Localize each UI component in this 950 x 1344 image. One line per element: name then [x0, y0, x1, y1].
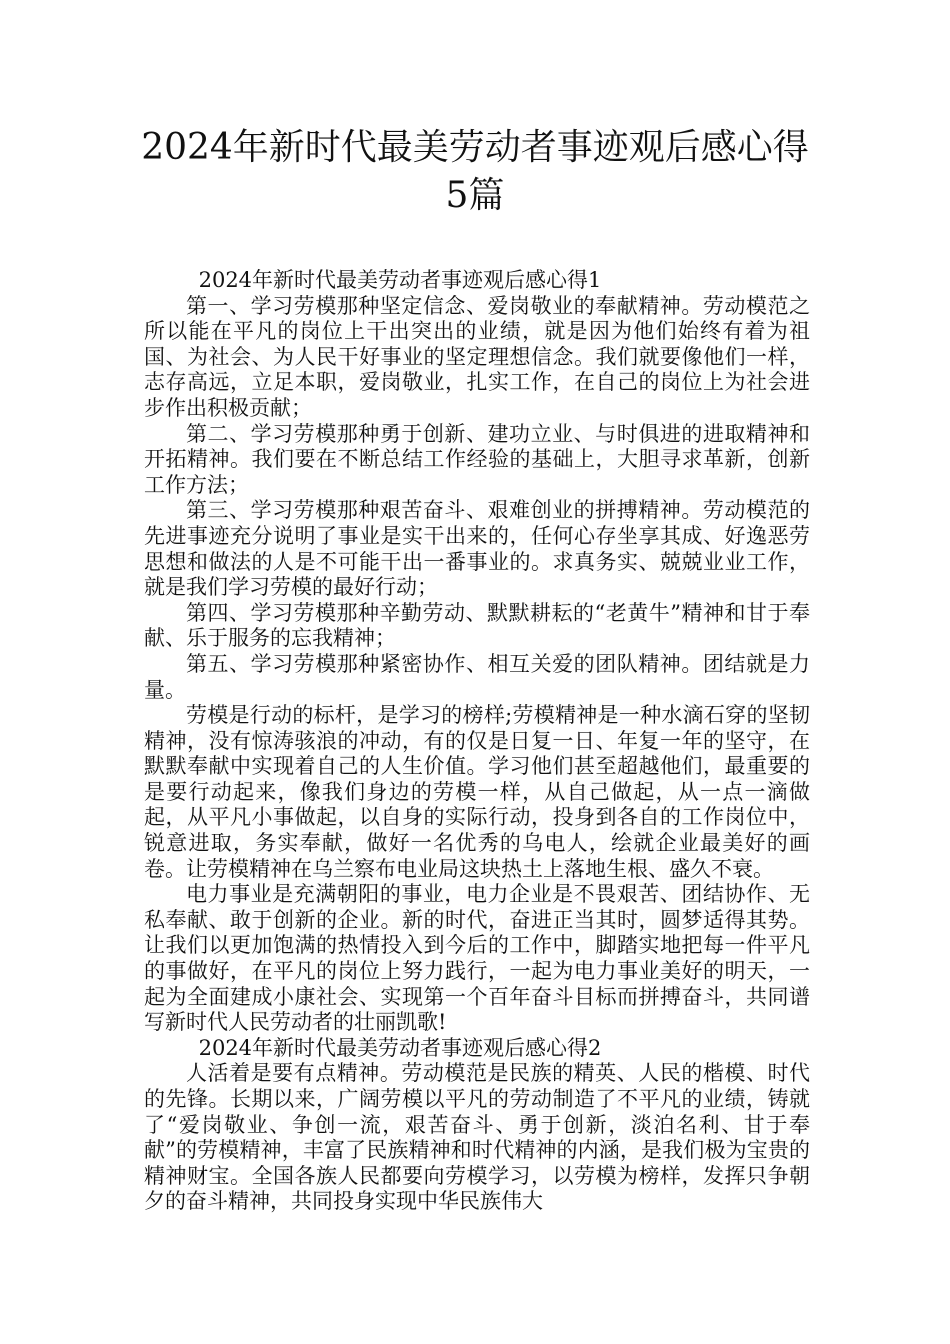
document-title — [100, 124, 850, 220]
paragraph: 第二、学习劳模那种勇于创新、建功立业、与时俱进的进取精神和开拓精神。我们要在不断总结工作经验的基础上，大胆寻求革新，创新工作方法； — [144, 421, 810, 497]
document-body — [144, 268, 810, 1215]
section-heading-2: 2024年新时代最美劳动者事迹观后感心得2 — [198, 1035, 602, 1060]
paragraph: 人活着是要有点精神。劳动模范是民族的精英、人民的楷模、时代的先锋。长期以来，广阔劳模以平凡的劳动制造了不平凡的业绩，铸就了“爱岗敬业、争创一流，艰苦奋斗、勇于创新，淡泊名利、甘于奉献”的劳模精神，丰富了民族精神和时代精神的内涵，是我们极为宝贵的精神财宝。全国各族人民都要向劳模学习，以劳模为榜样，发挥只争朝夕的奋斗精神，共同投身实现中华民族伟大 — [144, 1061, 810, 1214]
title-line-1: 2024年新时代最美劳动者事迹观后感心得 — [141, 127, 809, 168]
paragraph: 电力事业是充满朝阳的事业，电力企业是不畏艰苦、团结协作、无私奉献、敢于创新的企业。新的时代，奋进正当其时，圆梦适得其势。让我们以更加饱满的热情投入到今后的工作中，脚踏实地把每一件平凡的事做好，在平凡的岗位上努力践行，一起为电力事业美好的明天，一起为全面建成小康社会、实现第一个百年奋斗目标而拼搏奋斗，共同谱写新时代人民劳动者的壮丽凯歌! — [144, 882, 810, 1035]
paragraph: 第四、学习劳模那种辛勤劳动、默默耕耘的“老黄牛”精神和甘于奉献、乐于服务的忘我精神； — [144, 600, 810, 651]
paragraph: 第五、学习劳模那种紧密协作、相互关爱的团队精神。团结就是力量。 — [144, 651, 810, 702]
section-heading-1: 2024年新时代最美劳动者事迹观后感心得1 — [198, 268, 602, 292]
paragraph: 第一、学习劳模那种坚定信念、爱岗敬业的奉献精神。劳动模范之所以能在平凡的岗位上干出突出的业绩，就是因为他们始终有着为祖国、为社会、为人民干好事业的坚定理想信念。我们就要像他们一样，志存高远，立足本职，爱岗敬业，扎实工作，在自己的岗位上为社会进步作出积极贡献； — [144, 293, 810, 420]
paragraph: 劳模是行动的标杆，是学习的榜样;劳模精神是一种水滴石穿的坚韧精神，没有惊涛骇浪的冲动，有的仅是日复一日、年复一年的坚守，在默默奉献中实现着自己的人生价值。学习他们甚至超越他们，最重要的是要行动起来，像我们身边的劳模一样，从自己做起，从一点一滴做起，从平凡小事做起，以自身的实际行动，投身到各自的工作岗位中，锐意进取，务实奉献，做好一名优秀的乌电人，绘就企业最美好的画卷。让劳模精神在乌兰察布电业局这块热土上落地生根、盛久不衰。 — [144, 703, 810, 881]
title-line-2: 5篇 — [445, 175, 505, 216]
paragraph: 第三、学习劳模那种艰苦奋斗、艰难创业的拼搏精神。劳动模范的先进事迹充分说明了事业是实干出来的，任何心存坐享其成、好逸恶劳思想和做法的人是不可能干出一番事业的。求真务实、兢兢业业工作，就是我们学习劳模的最好行动； — [144, 498, 810, 600]
